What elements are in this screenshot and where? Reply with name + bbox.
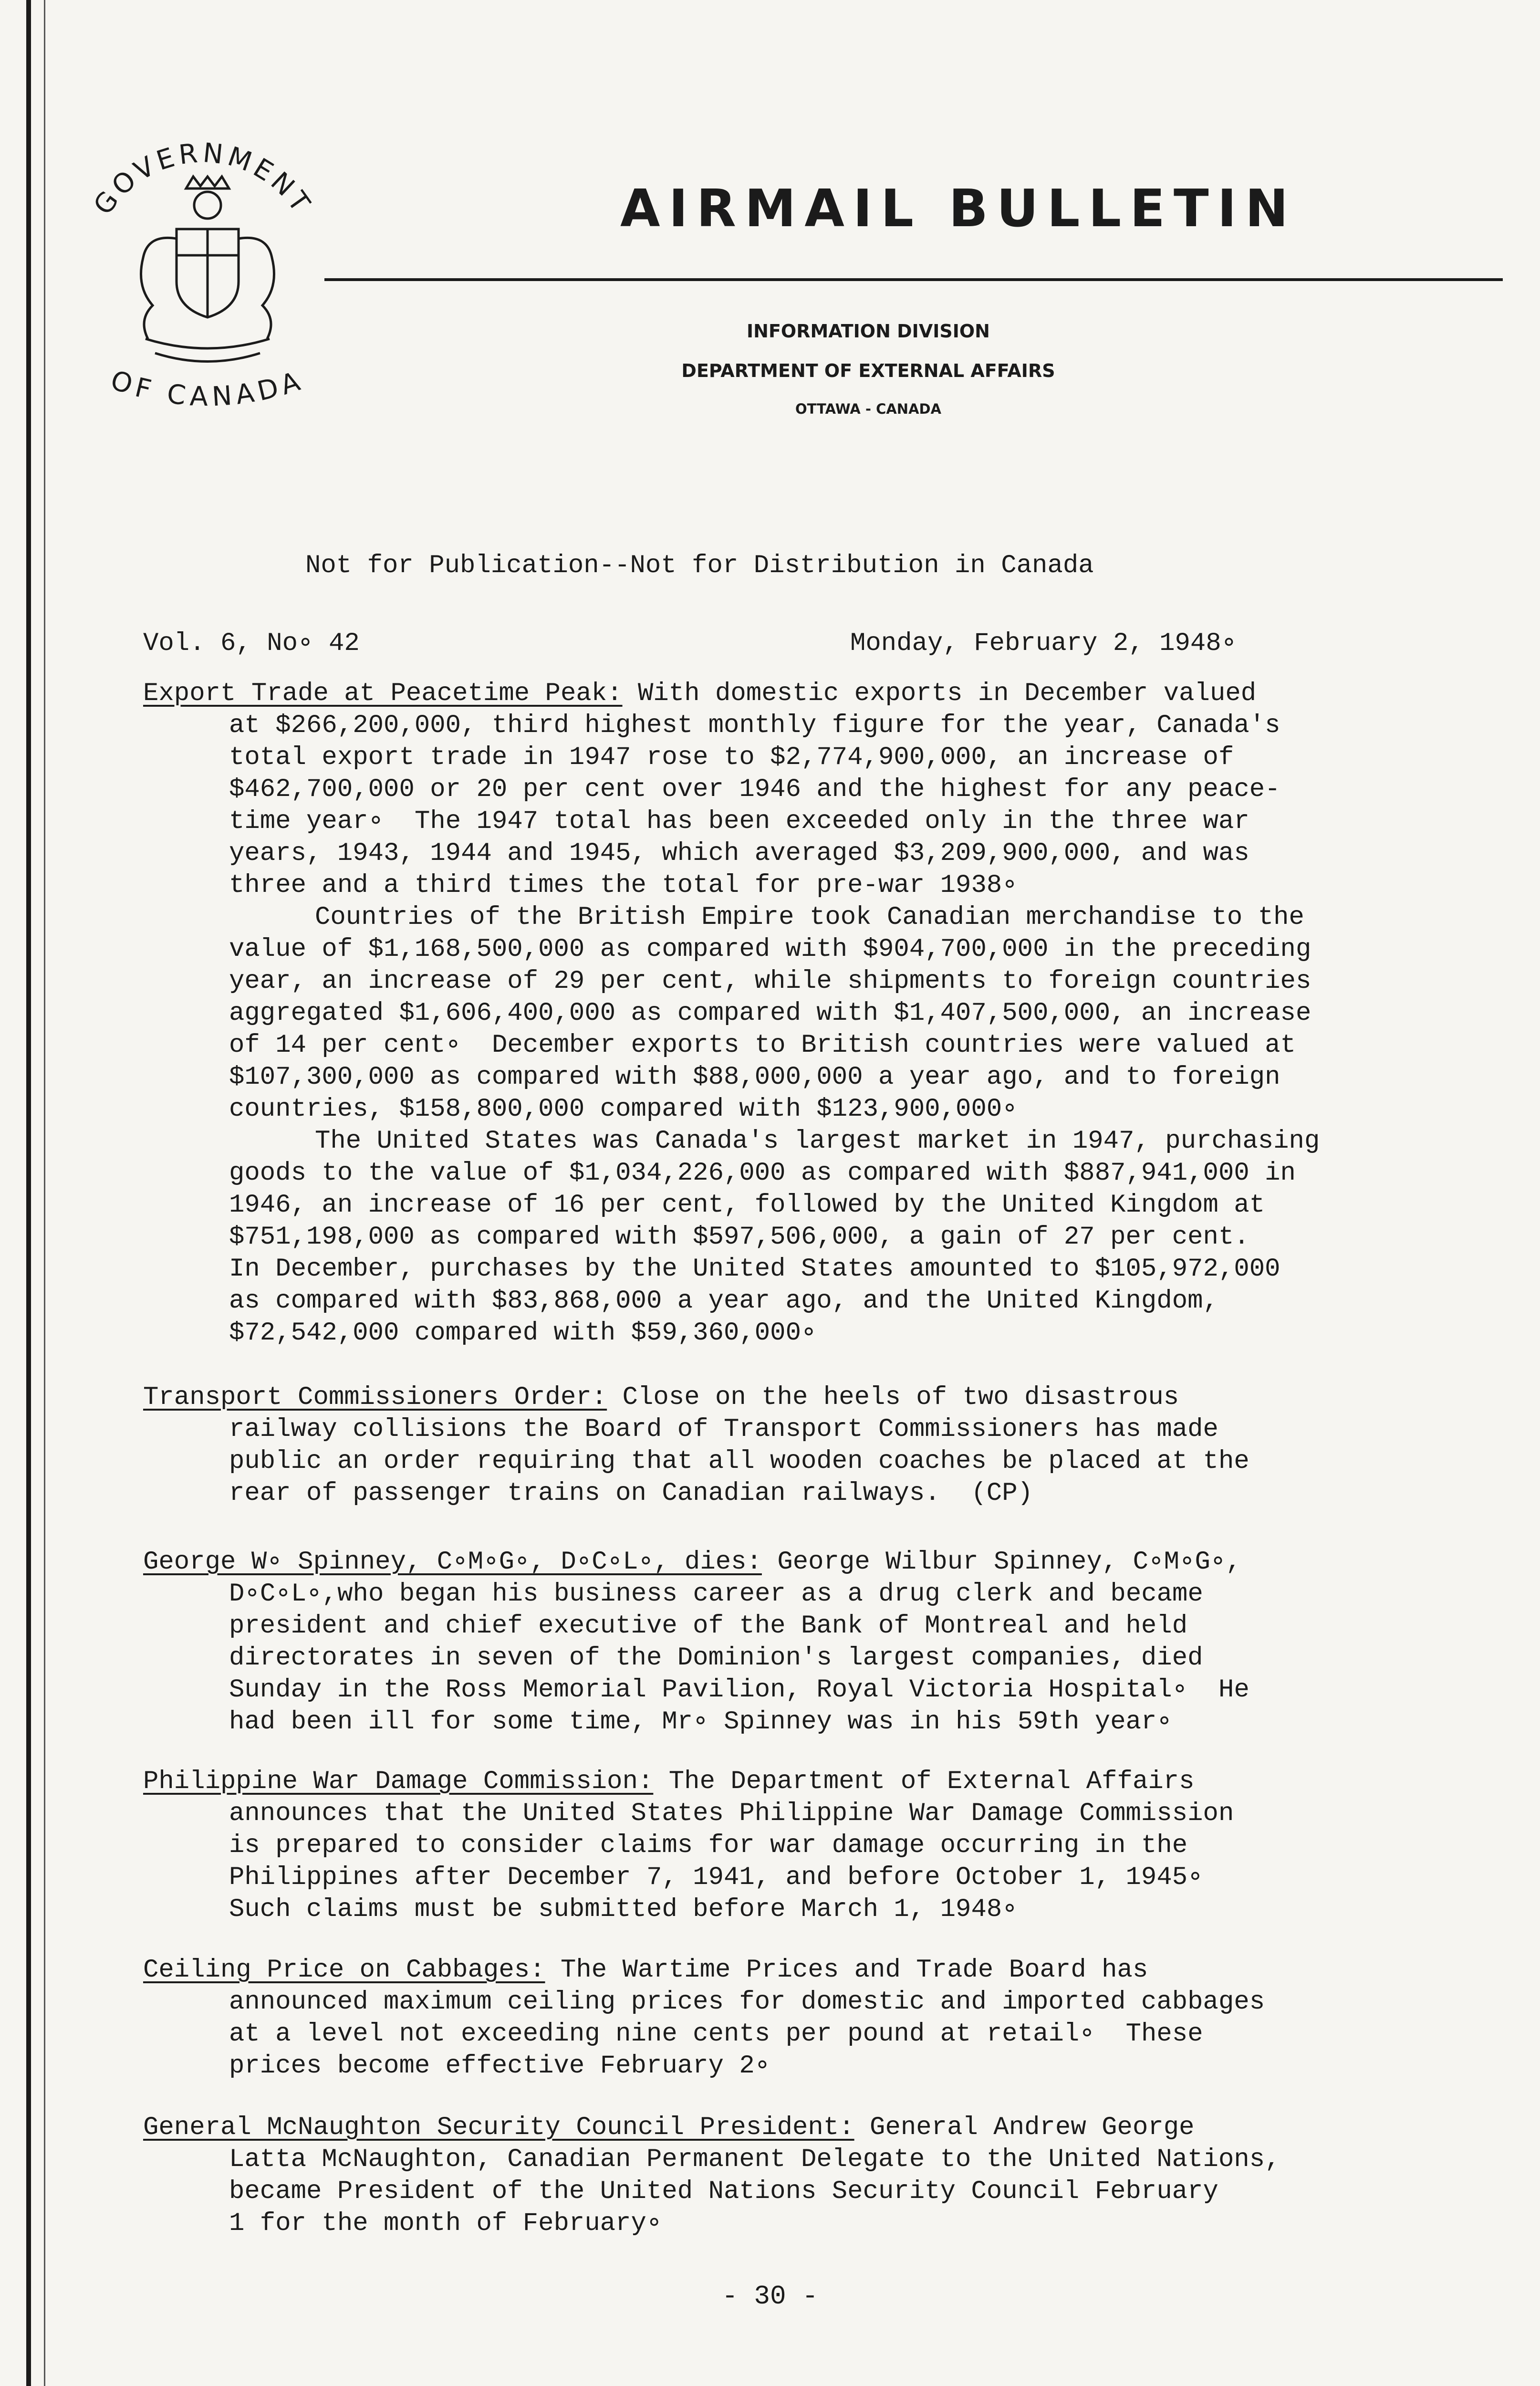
article-line: prices become effective February 2∘ xyxy=(229,2051,770,2081)
org-division: INFORMATION DIVISION xyxy=(747,321,990,342)
article-export-trade: Export Trade at Peacetime Peak: With domestic exports in December valued at $266,200,000, third highest monthly figure for the year, Canada's total export trade in 1947 rose to $2,774,900,000, an increase of $462,700,000 or 20 per cent over 1946 and the highest for any peace- time year∘ The 1947 total has been exceeded only in the three war years, 1943, 1944 and 1945, which averaged $3,209,900,000, and was three and a third times the total for pre-war 1938∘ Countries of the British Empire took Canadian merchandise to the value of $1,168,500,000 as compared with $904,700,000 in the preceding year, an increase of 29 per cent, while shipments to foreign countries aggregated $1,606,400,000 as compared with $1,407,500,000, an increase of 14 per cent∘ December exports to British countries were valued at $107,300,000 as compared with $88,000,000 a year ago, and to foreign countries, $158,800,000 compared with $123,900,000∘ The United States was Canada's largest market in 1947, purchasing goods to the value of $1,034,226,000 as compared with $887,941,000 in 1946, an increase of 16 per cent, followed by the United Kingdom at $751,198,000 as compared with $597,506,000, a gain of 27 per cent. In December, purchases by the United States amounted to $105,972,000 as compared with $83,868,000 a year ago, and the United Kingdom, $72,542,000 compared with $59,360,000∘ xyxy=(143,678,1364,1349)
article-mcnaughton-president: General McNaughton Security Council President: General Andrew George Latta McNaughton, Canadian Permanent Delegate to the United Nations, became President of the United Nations Security Council February 1 for the month of February∘ xyxy=(143,2112,1364,2239)
article-line: Sunday in the Ross Memorial Pavilion, Royal Victoria Hospital∘ He xyxy=(229,1675,1249,1705)
article-line: countries, $158,800,000 compared with $123,900,000∘ xyxy=(229,1095,1018,1124)
seal-top-text: GOVERNMENT xyxy=(87,137,318,221)
article-heading: Philippine War Damage Commission: xyxy=(143,1767,654,1796)
article-line: Such claims must be submitted before March 1, 1948∘ xyxy=(229,1895,1018,1924)
article-line: $107,300,000 as compared with $88,000,000 a year ago, and to foreign xyxy=(229,1063,1280,1092)
article-line: aggregated $1,606,400,000 as compared with $1,407,500,000, an increase xyxy=(229,999,1311,1028)
article-cabbage-prices: Ceiling Price on Cabbages: The Wartime Prices and Trade Board has announced maximum ceiling prices for domestic and imported cabbages at a level not exceeding nine cents per pound at retail∘ These prices become effective February 2∘ xyxy=(143,1954,1364,2082)
article-heading: George W∘ Spinney, C∘M∘G∘, D∘C∘L∘, dies: xyxy=(143,1548,762,1577)
article-line: year, an increase of 29 per cent, while shipments to foreign countries xyxy=(229,967,1311,996)
article-line: In December, purchases by the United States amounted to $105,972,000 xyxy=(229,1255,1280,1284)
article-line: became President of the United Nations Security Council February xyxy=(229,2177,1218,2206)
svg-text:OF CANADA xyxy=(107,365,308,412)
article-line: is prepared to consider claims for war damage occurring in the xyxy=(229,1831,1188,1860)
article-line: had been ill for some time, Mr∘ Spinney was in his 59th year∘ xyxy=(229,1707,1172,1737)
article-philippine-commission: Philippine War Damage Commission: The Department of External Affairs announces that the United States Philippine War Damage Commission is prepared to consider claims for war damage occurring in the Philippines after December 7, 1941, and before October 1, 1945∘ Such claims must be submitted before March 1, 1948∘ xyxy=(143,1766,1364,1926)
article-line: directorates in seven of the Dominion's largest companies, died xyxy=(229,1643,1203,1673)
article-line: years, 1943, 1944 and 1945, which averaged $3,209,900,000, and was xyxy=(229,839,1249,868)
article-line: at a level not exceeding nine cents per pound at retail∘ These xyxy=(229,2020,1203,2049)
article-heading: Transport Commissioners Order: xyxy=(143,1383,607,1412)
article-line: president and chief executive of the Bank of Montreal and held xyxy=(229,1612,1188,1641)
article-line: Philippines after December 7, 1941, and before October 1, 1945∘ xyxy=(229,1863,1203,1892)
article-line: time year∘ The 1947 total has been exceeded only in the three war xyxy=(229,807,1249,836)
article-line: 1 for the month of February∘ xyxy=(229,2209,662,2238)
org-department: DEPARTMENT OF EXTERNAL AFFAIRS xyxy=(681,360,1055,381)
svg-text:GOVERNMENT xyxy=(88,137,318,220)
article-line: announces that the United States Philippine War Damage Commission xyxy=(229,1799,1234,1828)
article-line: rear of passenger trains on Canadian railways. (CP) xyxy=(229,1479,1033,1508)
article-transport-order: Transport Commissioners Order: Close on the heels of two disastrous railway collisions the Board of Transport Commissioners has made public an order requiring that all wooden coaches be placed at the rear of passenger trains on Canadian railways. (CP) xyxy=(143,1381,1364,1509)
article-line: public an order requiring that all wooden coaches be placed at the xyxy=(229,1447,1249,1476)
article-line: as compared with $83,868,000 a year ago, and the United Kingdom, xyxy=(229,1287,1218,1316)
article-line: $72,542,000 compared with $59,360,000∘ xyxy=(229,1319,817,1348)
article-line: total export trade in 1947 rose to $2,774,900,000, an increase of xyxy=(229,743,1234,772)
canada-coat-of-arms-icon xyxy=(74,129,341,444)
article-line: railway collisions the Board of Transport Commissioners has made xyxy=(229,1415,1218,1444)
article-line: D∘C∘L∘,who began his business career as a drug clerk and became xyxy=(229,1580,1203,1609)
article-heading: Ceiling Price on Cabbages: xyxy=(143,1956,545,1985)
article-line: announced maximum ceiling prices for domestic and imported cabbages xyxy=(229,1988,1265,2017)
article-line: goods to the value of $1,034,226,000 as compared with $887,941,000 in xyxy=(229,1159,1296,1188)
article-heading: General McNaughton Security Council President: xyxy=(143,2113,854,2142)
masthead-rule xyxy=(324,278,1503,281)
article-line: $751,198,000 as compared with $597,506,000, a gain of 27 per cent. xyxy=(229,1223,1249,1252)
page-edge-line xyxy=(44,0,45,2386)
issue-date: Monday, February 2, 1948∘ xyxy=(850,629,1237,658)
article-line: value of $1,168,500,000 as compared with $904,700,000 in the preceding xyxy=(229,935,1311,964)
article-line: $462,700,000 or 20 per cent over 1946 and the highest for any peace- xyxy=(229,775,1280,804)
article-line: The United States was Canada's largest market in 1947, purchasing xyxy=(315,1127,1320,1156)
article-heading: Export Trade at Peacetime Peak: xyxy=(143,679,623,708)
masthead-title: AIRMAIL BULLETIN xyxy=(620,179,1297,239)
article-line: Countries of the British Empire took Canadian merchandise to the xyxy=(315,903,1304,932)
page-edge-shadow xyxy=(26,0,31,2386)
distribution-notice: Not for Publication--Not for Distribution in Canada xyxy=(305,551,1094,580)
page-number: - 30 - xyxy=(722,2281,818,2312)
article-line: 1946, an increase of 16 per cent, followed by the United Kingdom at xyxy=(229,1191,1265,1220)
article-line: at $266,200,000, third highest monthly figure for the year, Canada's xyxy=(229,711,1280,740)
article-spinney-obituary: George W∘ Spinney, C∘M∘G∘, D∘C∘L∘, dies: George Wilbur Spinney, C∘M∘G∘, D∘C∘L∘,who began his business career as a drug clerk and became president and chief executive of the Bank of Montreal and held directorates in seven of the Dominion's largest companies, died Sunday in the Ross Memorial Pavilion, Royal Victoria Hospital∘ He had been ill for some time, Mr∘ Spinney was in his 59th year∘ xyxy=(143,1546,1364,1738)
org-city: OTTAWA - CANADA xyxy=(795,401,942,417)
article-line: three and a third times the total for pre-war 1938∘ xyxy=(229,871,1018,900)
seal-bottom-text: OF CANADA xyxy=(107,365,308,413)
article-line: of 14 per cent∘ December exports to British countries were valued at xyxy=(229,1031,1296,1060)
volume-number: Vol. 6, No∘ 42 xyxy=(143,629,360,658)
article-line: Latta McNaughton, Canadian Permanent Delegate to the United Nations, xyxy=(229,2145,1280,2174)
